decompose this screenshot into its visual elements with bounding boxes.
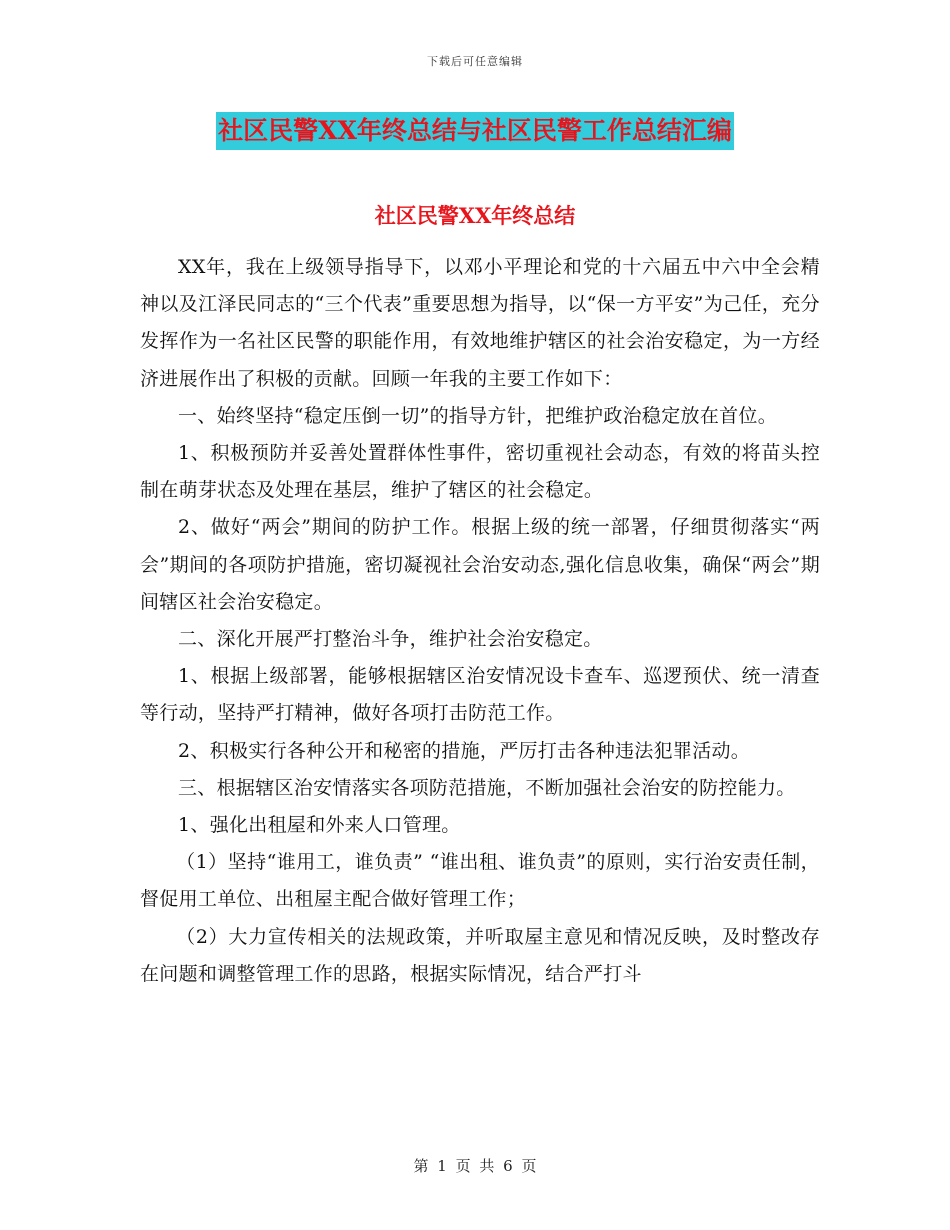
- page-number: 第 1 页 共 6 页: [413, 1157, 537, 1175]
- download-note: 下载后可任意编辑: [427, 55, 523, 68]
- main-title-container: [0, 112, 950, 150]
- paragraph-intro: XX年，我在上级领导指导下，以邓小平理论和党的十六届五中六中全会精神以及江泽民同志的“三个代表”重要思想为指导，以“保一方平安”为己任，充分发挥作为一名社区民警的职能作用，有效地维护辖区的社会治安稳定，为一方经济进展作出了积极的贡献。回顾一年我的主要工作如下：: [140, 256, 820, 390]
- section-title: 社区民警XX年终总结: [374, 203, 576, 228]
- paragraph-section-3: 三、根据辖区治安情落实各项防范措施，不断加强社会治安的防控能力。: [178, 776, 796, 799]
- paragraph-item-2-1: 1、根据上级部署，能够根据辖区治安情况设卡查车、巡逻预伏、统一清查等行动，坚持严打精神，做好各项打击防范工作。: [140, 665, 820, 725]
- paragraph-section-1: 一、始终坚持“稳定压倒一切”的指导方针，把维护政治稳定放在首位。: [178, 404, 778, 427]
- paragraph-subitem-1: （1）坚持“谁用工，谁负责” “谁出租、谁负责”的原则，实行治安责任制，督促用工单位、出租屋主配合做好管理工作；: [140, 851, 820, 911]
- paragraph-item-1-2: 2、做好“两会”期间的防护工作。根据上级的统一部署，仔细贯彻落实“两会”期间的各项防护措施，密切凝视社会治安动态,强化信息收集，确保“两会”期间辖区社会治安稳定。: [140, 516, 820, 613]
- document-body: [140, 249, 820, 993]
- paragraph-subitem-2: （2）大力宣传相关的法规政策，并听取屋主意见和情况反映，及时整改存在问题和调整管理工作的思路，根据实际情况，结合严打斗: [140, 925, 820, 985]
- paragraph-section-2: 二、深化开展严打整治斗争，维护社会治安稳定。: [178, 628, 603, 651]
- paragraph-item-3-1: 1、强化出租屋和外来人口管理。: [178, 814, 461, 837]
- main-title: 社区民警XX年终总结与社区民警工作总结汇编: [216, 112, 734, 150]
- paragraph-item-1-1: 1、积极预防并妥善处置群体性事件，密切重视社会动态，有效的将苗头控制在萌芽状态及处理在基层，维护了辖区的社会稳定。: [140, 442, 820, 502]
- paragraph-item-2-2: 2、积极实行各种公开和秘密的措施，严厉打击各种违法犯罪活动。: [178, 739, 751, 762]
